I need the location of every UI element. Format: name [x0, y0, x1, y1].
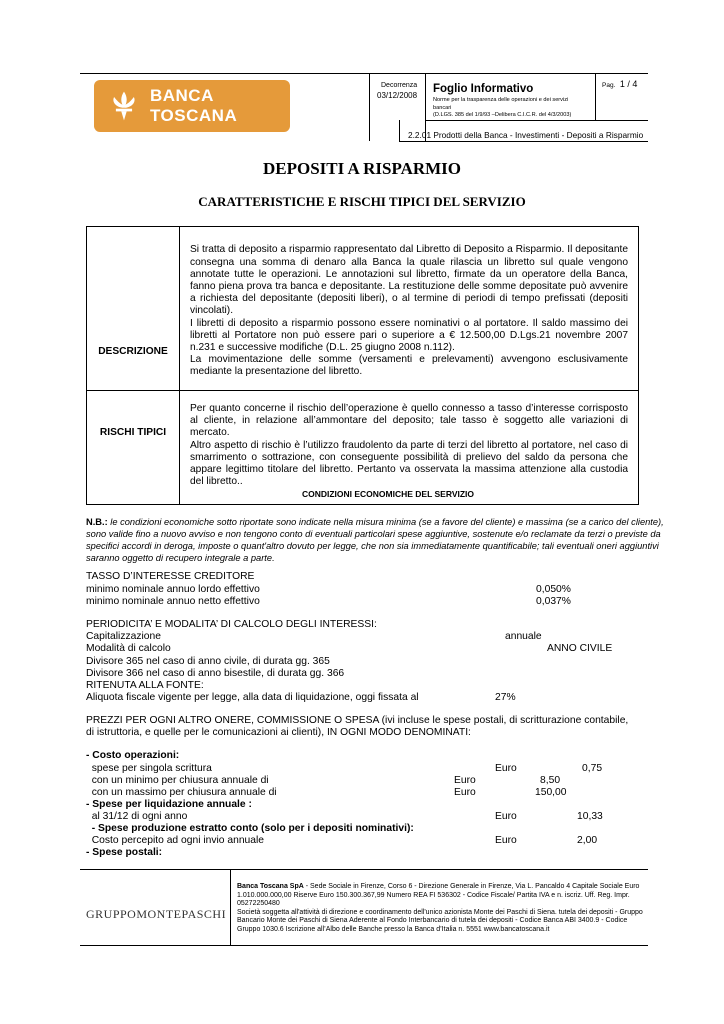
- rischi-row: [87, 391, 639, 505]
- fleur-de-lis-icon: [106, 86, 142, 126]
- header-divider-3: [595, 73, 596, 120]
- modalita-value: ANNO CIVILE: [547, 643, 613, 654]
- service-table: [86, 226, 639, 505]
- postali-heading: - Spese postali:: [86, 847, 163, 858]
- header-divider-4: [399, 120, 400, 141]
- page-label: Pag.: [602, 82, 616, 89]
- minimo-label: con un minimo per chiusura annuale di: [86, 775, 269, 786]
- rischi-text-2: Altro aspetto di rischio è l’utilizzo fraudolento da parte di terzi del libretto al portatore, nel caso di smarrimento o sottrazione, con conseguente possibilità di prelievo del saldo da persona che appare legittimo titolare del libretto. Pertanto va osservata la massima attenzione alla custodia del libretto..: [190, 439, 628, 488]
- section-path: 2.2.01 Prodotti della Banca - Investimenti - Depositi a Risparmio: [408, 130, 644, 140]
- header-top-rule: [80, 73, 648, 74]
- footer-top-rule: [80, 869, 648, 870]
- lordo-value: 0,050%: [536, 584, 571, 595]
- decorrenza-label: Decorrenza: [381, 82, 418, 89]
- descrizione-text-3: La movimentazione delle somme (versamenti e prelevamenti) avvengono esclusivamente mediante la presentazione del libretto.: [190, 354, 628, 378]
- netto-value: 0,037%: [536, 596, 571, 607]
- page-number: 1 / 4: [619, 79, 638, 89]
- foglio-line3: (D.LGS. 385 del 1/9/93 –Delibera C.I.C.R. del 4/3/2003): [433, 112, 572, 118]
- descrizione-row: [87, 227, 639, 391]
- bank-logo: [94, 80, 290, 132]
- rischi-label: RISCHI TIPICI: [87, 391, 180, 505]
- capitalizzazione-label: Capitalizzazione: [86, 631, 161, 642]
- costo-op-heading: - Costo operazioni:: [86, 750, 180, 761]
- foglio-line1: Norme per la trasparenza delle operazioni e dei servizi: [433, 97, 569, 103]
- ritenuta-heading: RITENUTA ALLA FONTE:: [86, 680, 204, 691]
- descrizione-text-2: I libretti di deposito a risparmio possono essere nominativi o al portatore. Il saldo massimo dei libretti al Portatore non può essere pari o superiore a € 12.500,00 D.Lgs.21 novembre 2007 n.231 e successive modifiche (D.L. 25 giugno 2008 n.112).: [190, 317, 628, 353]
- massimo-value: 150,00: [535, 787, 567, 798]
- invio-value: 2,00: [577, 835, 598, 846]
- rischi-cell: [180, 391, 639, 505]
- company-text: - Sede Sociale in Firenze, Corso 6 - Direzione Generale in Firenze, Via L. Pancaldo 4 Capitale Sociale Euro 1.010.000.000,00 Riserve Euro 150.300.367,99 Numero REA FI 536302 - Codice Fiscale/ Partita IVA e n. iscriz. Uff. Reg. Impr. 05272250480: [237, 883, 640, 908]
- modalita-label: Modalità di calcolo: [86, 643, 171, 654]
- page-subtitle: CARATTERISTICHE E RISCHI TIPICI DEL SERVIZIO: [198, 194, 526, 209]
- divisore-366: Divisore 366 nel caso di anno bisestile, di durata gg. 366: [86, 668, 345, 679]
- divisore-365: Divisore 365 nel caso di anno civile, di durata gg. 365: [86, 656, 330, 667]
- conditions-heading: CONDIZIONI ECONOMICHE DEL SERVIZIO: [301, 489, 475, 499]
- capitalizzazione-value: annuale: [505, 631, 542, 642]
- logo-text: BANCA TOSCANA: [149, 86, 238, 125]
- nb-paragraph: [86, 516, 676, 564]
- nb-label: N.B.:: [86, 517, 108, 527]
- foglio-title: Foglio Informativo: [433, 83, 534, 95]
- company-name: Banca Toscana SpA: [237, 883, 304, 890]
- netto-label: minimo nominale annuo netto effettivo: [86, 596, 260, 607]
- descrizione-cell: [180, 227, 639, 391]
- footer-bottom-rule: [80, 945, 648, 946]
- anno-value: 10,33: [577, 811, 603, 822]
- footer-legal-2: Società soggetta all'attività di direzione e coordinamento dell'unico azionista Monte dei Paschi di Siena. tutela dei depositi - Gruppo Bancario Monte dei Paschi di Siena Aderente al Fondo Interbancario di tutela dei depositi - Codice Banca ABI 3400.9 - Codice Gruppo 1030.6 Iscrizione all’Albo delle Banche presso la Banca d’Italia n. 5551 www.bancatoscana.it: [237, 908, 643, 933]
- footer-legal: [237, 883, 645, 935]
- rischi-text: Per quanto concerne il rischio dell’operazione è quello connesso a tasso d’interesse corrisposto al cliente, in relazione all’ammontare del deposito; tale tasso è soggetto alle variazioni di mercato.: [190, 403, 628, 439]
- aliquota-value: 27%: [495, 692, 516, 703]
- anno-currency: Euro: [495, 811, 517, 822]
- anno-label: al 31/12 di ogni anno: [86, 811, 188, 822]
- header-section-rule: [425, 120, 648, 121]
- scrittura-label: spese per singola scrittura: [86, 763, 212, 774]
- minimo-currency: Euro: [454, 775, 476, 786]
- lordo-label: minimo nominale annuo lordo effettivo: [86, 584, 260, 595]
- invio-currency: Euro: [495, 835, 517, 846]
- page-indicator: [602, 74, 637, 92]
- nb-text: le condizioni economiche sotto riportate sono indicate nella misura minima (se a favore del cliente) e massima (se a carico del cliente), sono valide fino a nuovo avviso e non tengono conto di eventuali particolari spese aggiuntive, sostenute e/o reclamate da terzi o previste da specifici accordi in deroga, imposte o quant'altro dovuto per legge, che non sia immediatamente quantificabile; tali eventuali oneri aggiuntivi saranno oggetto di recupero integrale a parte.: [86, 517, 664, 563]
- massimo-label: con un massimo per chiusura annuale di: [86, 787, 277, 798]
- footer-legal-1: [237, 883, 645, 909]
- periodicita-heading: PERIODICITA’ E MODALITA’ DI CALCOLO DEGLI INTERESSI:: [86, 619, 377, 630]
- minimo-value: 8,50: [540, 775, 561, 786]
- page-title: DEPOSITI A RISPARMIO: [262, 159, 462, 178]
- scrittura-currency: Euro: [495, 763, 517, 774]
- scrittura-value: 0,75: [582, 763, 603, 774]
- massimo-currency: Euro: [454, 787, 476, 798]
- liquidazione-heading: - Spese per liquidazione annuale :: [86, 799, 252, 810]
- header-bottom-rule: [399, 141, 648, 142]
- prezzi-line-1: PREZZI PER OGNI ALTRO ONERE, COMMISSIONE O SPESA (ivi incluse le spese postali, di scritturazione contabile,: [86, 715, 629, 726]
- foglio-line2: bancari: [433, 105, 452, 111]
- aliquota-label: Aliquota fiscale vigente per legge, alla data di liquidazione, oggi fissata al: [86, 692, 419, 703]
- descrizione-label: DESCRIZIONE: [87, 227, 180, 391]
- prezzi-line-2: di istruttoria, e quelle per le comunicazioni ai clienti), IN OGNI MODO DENOMINATI:: [86, 727, 471, 738]
- estratto-heading: - Spese produzione estratto conto (solo per i depositi nominativi):: [86, 823, 414, 834]
- header-divider-1: [369, 73, 370, 141]
- group-logo: GRUPPOMONTEPASCHI: [86, 907, 227, 921]
- footer-divider: [230, 869, 231, 945]
- invio-label: Costo percepito ad ogni invio annuale: [86, 835, 265, 846]
- tasso-heading: TASSO D’INTERESSE CREDITORE: [86, 571, 255, 582]
- descrizione-text: Si tratta di deposito a risparmio rappresentato dal Libretto di Deposito a Risparmio. Il depositante consegna una somma di denaro alla Banca la quale rilascia un libretto sul quale vengono annotate tutte le operazioni. Le annotazioni sul libretto, firmate da un operatore della Banca, fanno piena prova tra banca e depositante. La restituzione delle somme depositate può avvenire a richiesta del depositante (depositi liberi), o al termine di periodi di tempo prefissati (depositi vincolati).: [190, 244, 628, 317]
- decorrenza-date: 03/12/2008: [377, 91, 418, 100]
